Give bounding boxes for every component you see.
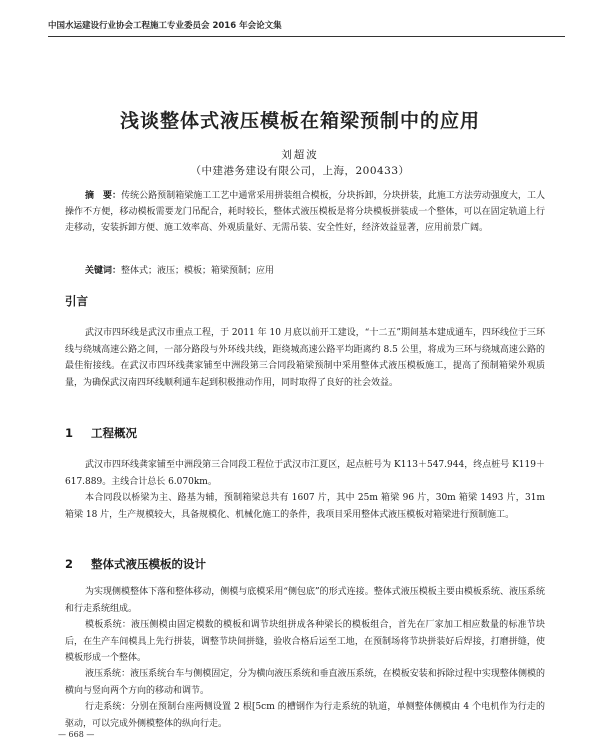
abstract-text: 传统公路预制箱梁施工工艺中通常采用拼装组合模板，分块拆卸，分块拼装，此施工方法劳动强度大，工人操作不方便，移动模板需要龙门吊配合，耗时较长，整体式液压模板是将分块模板拼装成一个整体，可以在固定轨道上行走移动，安装拆卸方便、施工效率高、外观质量好、无需吊装、安全性好，经济效益显著，应用前景广阔。 bbox=[65, 191, 545, 233]
header-rule bbox=[48, 36, 565, 37]
section-number: 2 bbox=[65, 557, 74, 571]
keywords-label: 关键词： bbox=[85, 266, 122, 276]
author-name: 刘超波 bbox=[281, 149, 319, 161]
section-title: 工程概况 bbox=[91, 426, 137, 440]
keywords bbox=[85, 264, 545, 279]
page-number: — 668 — bbox=[58, 730, 95, 739]
paragraph: 为实现侧模整体下落和整体移动，侧模与底模采用“侧包底”的形式连接。整体式液压模板主要由模板系统、液压系统和行走系统组成。 bbox=[65, 587, 545, 614]
paragraph: 液压系统：液压系统台车与侧模固定，分为横向液压系统和垂直液压系统，在模板安装和拆除过程中实现整体侧模的横向与竖向两个方向的移动和调节。 bbox=[65, 669, 545, 696]
section-heading-intro bbox=[65, 293, 88, 309]
paper-title: 浅谈整体式液压模板在箱梁预制中的应用 bbox=[119, 110, 480, 132]
paragraph: 武汉市四环线是武汉市重点工程，于 2011 年 10 月底以前开工建设，“十二五”期间基本建成通车，四环线位于三环线与绕城高速公路之间，一部分路段与外环线共线，距绕城高速公路平均距离约 8.5 公里，将成为三环与绕城高速公路的最佳衔接线。在武汉市四环线龚家铺至中洲段第三合同段箱梁预制中采用整体式液压模板施工，提高了预制箱梁外观质量，为确保武汉南四环线顺利通车起到积极推动作用，同时取得了良好的社会效益。 bbox=[65, 328, 546, 388]
paragraph: 本合同段以桥梁为主、路基为辅，预制箱梁总共有 1607 片，其中 25m 箱梁 96 片，30m 箱梁 1493 片，31m 箱梁 18 片，生产规模较大，具备规模化、机械化施工的条件，我项目采用整体式液压模板对箱梁进行预制施工。 bbox=[65, 493, 545, 520]
keywords-text: 整体式；液压；模板；箱梁预制；应用 bbox=[121, 266, 275, 276]
abstract bbox=[65, 188, 545, 236]
abstract-label: 摘 要： bbox=[85, 191, 122, 201]
section-number: 1 bbox=[65, 426, 74, 440]
paragraph: 模板系统：液压侧模由固定模数的模板和调节块组拼成各种梁长的模板组合，首先在厂家加工相应数量的标准节块后，在生产车间模具上先行拼装，调整节块间拼缝，验收合格后运至工地，在预制场将节块拼装好后焊接，打磨拼缝，使模板形成一个整体。 bbox=[65, 620, 545, 663]
paragraph: 行走系统：分别在预制台座两侧设置 2 根[5cm 的槽钢作为行走系统的轨道，单侧整体侧模由 4 个电机作为行走的驱动，可以完成外侧模整体的纵向行走。 bbox=[65, 702, 545, 729]
section-heading-1 bbox=[65, 425, 137, 441]
paragraph: 武汉市四环线龚家铺至中洲段第三合同段工程位于武汉市江夏区，起点桩号为 K113＋547.944，终点桩号 K119＋617.889。主线合计总长 6.070km。 bbox=[65, 460, 545, 487]
section-heading-2 bbox=[65, 556, 206, 572]
section-title: 整体式液压模板的设计 bbox=[91, 557, 206, 571]
author-affiliation: （中建港务建设有限公司，上海，200433） bbox=[190, 165, 410, 177]
section-title: 引言 bbox=[65, 294, 88, 308]
running-header: 中国水运建设行业协会工程施工专业委员会 2016 年会论文集 bbox=[48, 21, 282, 31]
